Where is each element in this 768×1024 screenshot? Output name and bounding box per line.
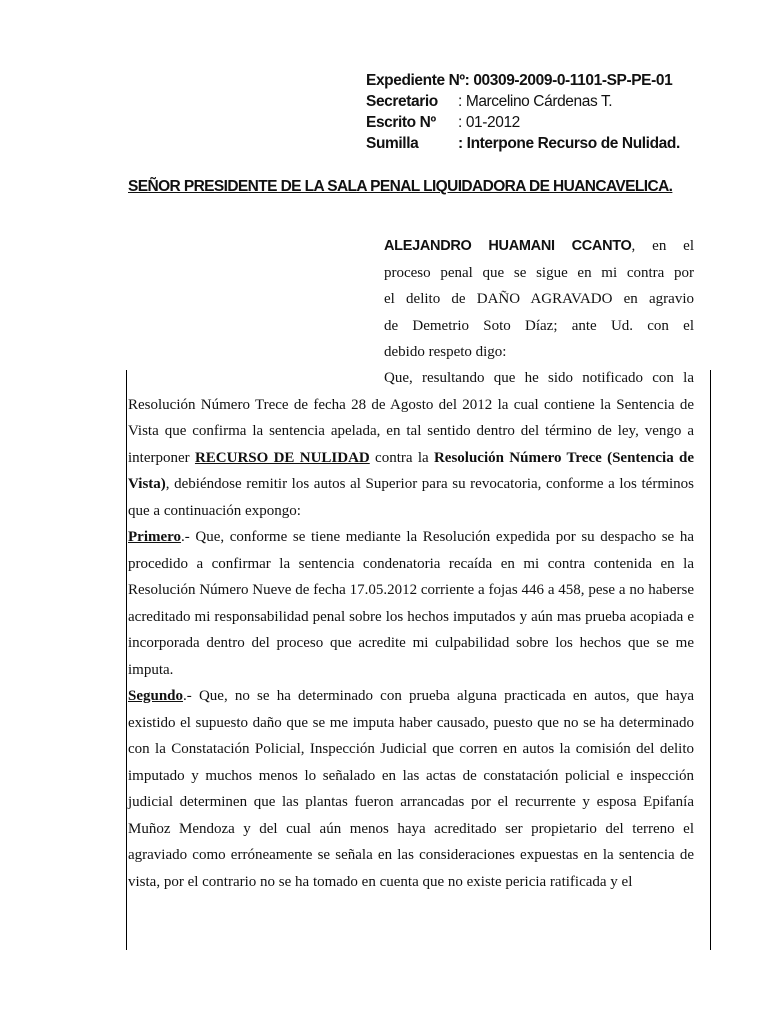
paragraph-segundo [128,683,694,895]
primero-text: .- Que, conforme se tiene mediante la Resolución expedida por su despacho se ha procedido a confirmar la sentencia condenatoria recaída en mi contra contenida en la Resolución Número Nueve de fecha 17.05.2012 corriente a fojas 446 a 458, pese a no haberse acreditado mi responsabilidad penal sobre los hechos imputados y aún mas prueba acopiada e incorporada dentro del proceso que acredite mi culpabilidad sobre los hechos que se me imputa. [128,529,694,678]
segundo-label: Segundo [128,688,184,704]
secretario-value: : Marcelino Cárdenas T. [458,93,613,110]
intro-line-1 [384,233,694,260]
intro-paragraph [384,233,694,366]
primero-label: Primero [128,529,182,545]
escrito-line [366,112,680,133]
secretario-line [366,91,680,112]
paragraph-recurso-text-a: Que, resultando que he sido notificado con la Resolución Número Trece de fecha 28 de Agosto del 2012 la cual contiene la Sentencia de Vista que confirma la sentencia apelada, en tal sentido dentro del término de ley, vengo a interponer [128,370,694,466]
right-margin-line [710,370,711,950]
document-body [128,365,694,895]
intro-line-1-rest: , en el [631,238,695,254]
paragraph-primero [128,524,694,683]
left-margin-line [126,370,127,950]
expediente-line [366,70,680,91]
intro-line-3: el delito de DAÑO AGRAVADO en agravio [384,291,694,308]
paragraph-recurso [128,365,694,524]
sumilla-label: Sumilla [366,135,419,152]
paragraph-recurso-text-b: contra la [369,449,434,466]
escrito-label: Escrito Nº [366,114,436,131]
addressee-title: SEÑOR PRESIDENTE DE LA SALA PENAL LIQUIDADORA DE HUANCAVELICA. [128,178,673,195]
recurso-de-nulidad-emphasis: RECURSO DE NULIDAD [194,449,370,466]
escrito-value: : 01-2012 [458,114,520,131]
sumilla-line [366,133,680,154]
intro-line-5: debido respeto digo: [384,344,507,361]
expediente-number: Expediente Nº: 00309-2009-0-1101-SP-PE-01 [366,72,673,89]
petitioner-name: ALEJANDRO HUAMANI CCANTO [384,238,632,254]
intro-line-4: de Demetrio Soto Díaz; ante Ud. con el [384,317,694,334]
intro-line-2: proceso penal que se sigue en mi contra por [384,264,694,281]
case-header [366,70,680,154]
paragraph-recurso-text-c: , debiéndose remitir los autos al Superior para su revocatoria, conforme a los términos que a continuación expongo: [128,476,694,519]
segundo-text: .- Que, no se ha determinado con prueba alguna practicada en autos, que haya existido el supuesto daño que se me imputa haber causado, puesto que no se ha determinado con la Constatación Policial, Inspección Judicial que corren en autos la comisión del delito imputado y muchos menos lo señalado en las actas de constatación policial e inspección judicial determinen que las plantas fueron arrancadas por el recurrente y esposa Epifanía Muñoz Mendoza y del cual aún menos haya acreditado ser propietario del terreno el agraviado como erróneamente se señala en las consideraciones expuestas en la sentencia de vista, por el contrario no se ha tomado en cuenta que no existe pericia ratificada y el [128,688,694,890]
secretario-label: Secretario [366,93,438,110]
resolucion-emphasis: Resolución Número Trece (Sentencia de Vista) [128,449,695,492]
sumilla-value: : Interpone Recurso de Nulidad. [458,135,680,152]
